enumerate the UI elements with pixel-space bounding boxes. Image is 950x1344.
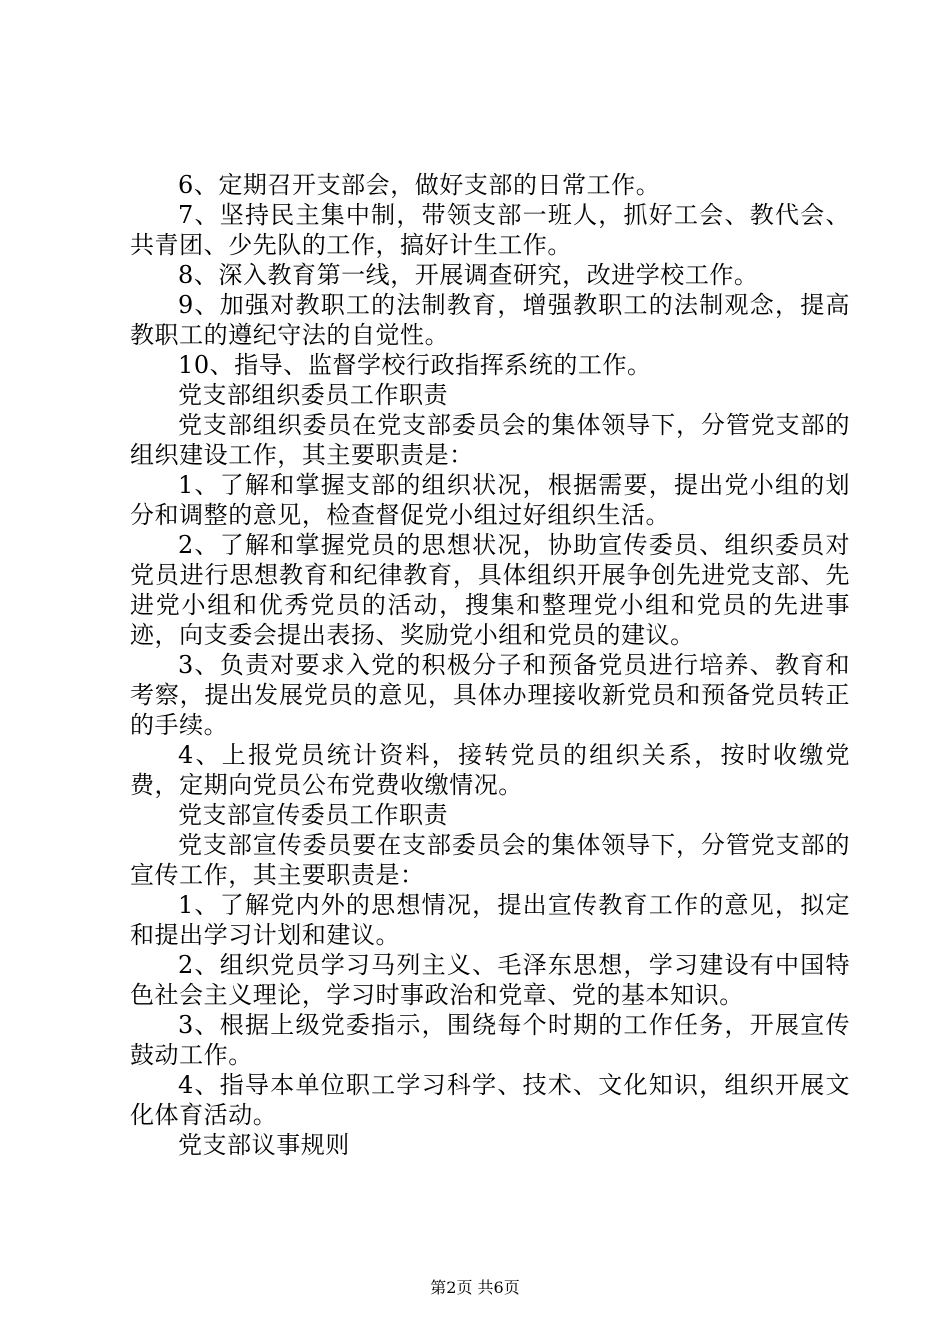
paragraph-organization-1: 1、了解和掌握支部的组织状况，根据需要，提出党小组的划分和调整的意见，检查督促党小组过好组织生活。 (130, 471, 850, 529)
paragraph-item-7: 7、坚持民主集中制，带领支部一班人，抓好工会、教代会、共青团、少先队的工作，搞好计生工作。 (130, 201, 850, 259)
paragraph-item-9: 9、加强对教职工的法制教育，增强教职工的法制观念，提高教职工的遵纪守法的自觉性。 (130, 291, 850, 349)
paragraph-publicity-3: 3、根据上级党委指示，围绕每个时期的工作任务，开展宣传鼓动工作。 (130, 1011, 850, 1069)
paragraph-organization-intro: 党支部组织委员在党支部委员会的集体领导下，分管党支部的组织建设工作，其主要职责是： (130, 411, 850, 469)
paragraph-organization-4: 4、上报党员统计资料，接转党员的组织关系，按时收缴党费，定期向党员公布党费收缴情况。 (130, 741, 850, 799)
paragraph-item-10: 10、指导、监督学校行政指挥系统的工作。 (178, 351, 652, 379)
paragraph-publicity-intro: 党支部宣传委员要在支部委员会的集体领导下，分管党支部的宣传工作，其主要职责是： (130, 831, 850, 889)
document-body (130, 170, 850, 1160)
section-heading-organization: 党支部组织委员工作职责 (178, 381, 449, 409)
paragraph-publicity-2: 2、组织党员学习马列主义、毛泽东思想，学习建设有中国特色社会主义理论，学习时事政治和党章、党的基本知识。 (130, 951, 850, 1009)
paragraph-publicity-1: 1、了解党内外的思想情况，提出宣传教育工作的意见，拟定和提出学习计划和建议。 (130, 891, 850, 949)
paragraph-organization-3: 3、负责对要求入党的积极分子和预备党员进行培养、教育和考察，提出发展党员的意见，具体办理接收新党员和预备党员转正的手续。 (130, 651, 850, 739)
page-number-footer: 第2页 共6页 (430, 1278, 520, 1297)
paragraph-organization-2: 2、了解和掌握党员的思想状况，协助宣传委员、组织委员对党员进行思想教育和纪律教育，具体组织开展争创先进党支部、先进党小组和优秀党员的活动，搜集和整理党小组和党员的先进事迹，向支委会提出表扬、奖励党小组和党员的建议。 (130, 531, 850, 649)
section-heading-rules: 党支部议事规则 (178, 1131, 350, 1159)
paragraph-item-8: 8、深入教育第一线，开展调查研究，改进学校工作。 (178, 261, 759, 289)
paragraph-item-6: 6、定期召开支部会，做好支部的日常工作。 (178, 171, 661, 199)
section-heading-publicity: 党支部宣传委员工作职责 (178, 801, 449, 829)
paragraph-publicity-4: 4、指导本单位职工学习科学、技术、文化知识，组织开展文化体育活动。 (130, 1071, 850, 1129)
